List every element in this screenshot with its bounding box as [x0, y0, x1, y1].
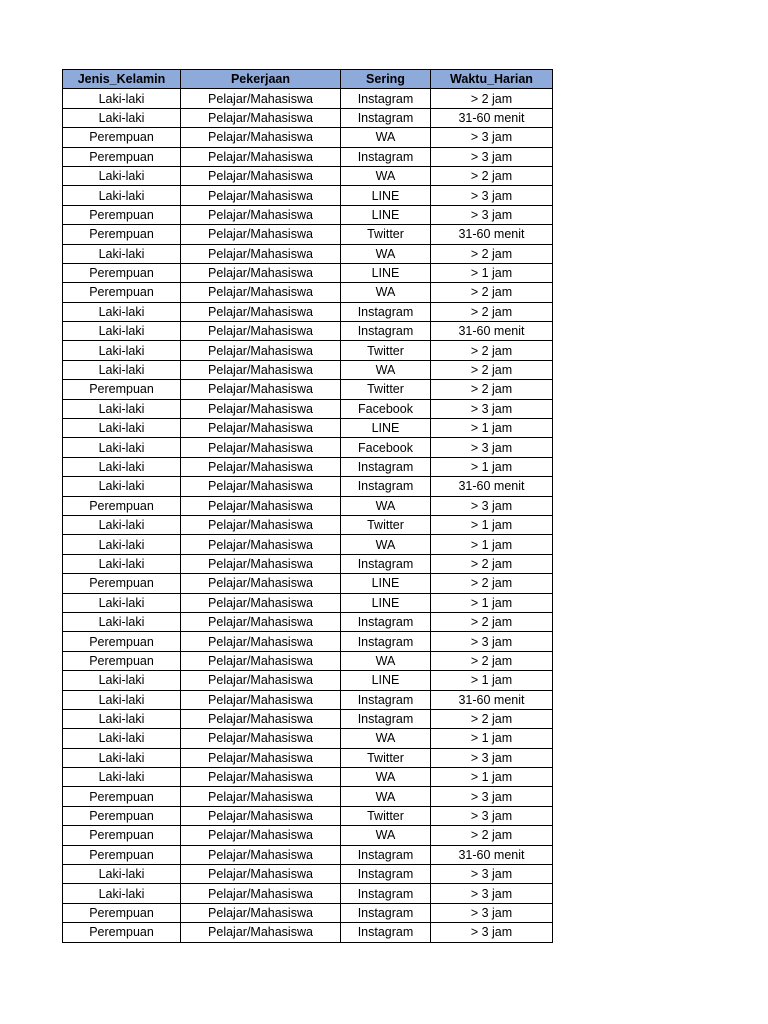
table-row [63, 826, 553, 845]
cell-sering: Facebook [341, 399, 431, 418]
cell-sering: Instagram [341, 147, 431, 166]
cell-pekerjaan: Pelajar/Mahasiswa [181, 748, 341, 767]
cell-pekerjaan: Pelajar/Mahasiswa [181, 729, 341, 748]
cell-waktu-harian: > 2 jam [431, 166, 553, 185]
cell-jenis-kelamin: Perempuan [63, 923, 181, 942]
cell-waktu-harian: > 1 jam [431, 768, 553, 787]
cell-waktu-harian: > 2 jam [431, 380, 553, 399]
cell-sering: WA [341, 651, 431, 670]
cell-jenis-kelamin: Perempuan [63, 263, 181, 282]
cell-sering: Instagram [341, 632, 431, 651]
table-row [63, 593, 553, 612]
cell-jenis-kelamin: Laki-laki [63, 554, 181, 573]
cell-pekerjaan: Pelajar/Mahasiswa [181, 865, 341, 884]
cell-sering: Twitter [341, 341, 431, 360]
cell-waktu-harian: > 1 jam [431, 419, 553, 438]
cell-jenis-kelamin: Laki-laki [63, 709, 181, 728]
cell-sering: Twitter [341, 748, 431, 767]
cell-waktu-harian: > 2 jam [431, 651, 553, 670]
table-row [63, 399, 553, 418]
cell-jenis-kelamin: Perempuan [63, 147, 181, 166]
cell-sering: Twitter [341, 380, 431, 399]
cell-pekerjaan: Pelajar/Mahasiswa [181, 651, 341, 670]
cell-waktu-harian: > 3 jam [431, 496, 553, 515]
cell-sering: WA [341, 768, 431, 787]
cell-jenis-kelamin: Perempuan [63, 574, 181, 593]
cell-waktu-harian: > 2 jam [431, 574, 553, 593]
cell-sering: Instagram [341, 302, 431, 321]
cell-pekerjaan: Pelajar/Mahasiswa [181, 380, 341, 399]
cell-jenis-kelamin: Perempuan [63, 787, 181, 806]
table-row [63, 205, 553, 224]
cell-sering: WA [341, 166, 431, 185]
cell-pekerjaan: Pelajar/Mahasiswa [181, 283, 341, 302]
table-row [63, 496, 553, 515]
cell-sering: LINE [341, 263, 431, 282]
cell-waktu-harian: 31-60 menit [431, 477, 553, 496]
table-row [63, 380, 553, 399]
table-row [63, 322, 553, 341]
table-row [63, 884, 553, 903]
cell-waktu-harian: > 2 jam [431, 826, 553, 845]
table-row [63, 419, 553, 438]
cell-jenis-kelamin: Perempuan [63, 496, 181, 515]
cell-waktu-harian: > 1 jam [431, 457, 553, 476]
cell-jenis-kelamin: Laki-laki [63, 865, 181, 884]
cell-jenis-kelamin: Laki-laki [63, 515, 181, 534]
cell-pekerjaan: Pelajar/Mahasiswa [181, 671, 341, 690]
cell-pekerjaan: Pelajar/Mahasiswa [181, 399, 341, 418]
cell-sering: WA [341, 360, 431, 379]
cell-waktu-harian: > 3 jam [431, 865, 553, 884]
cell-sering: Instagram [341, 865, 431, 884]
cell-waktu-harian: > 2 jam [431, 283, 553, 302]
cell-jenis-kelamin: Laki-laki [63, 768, 181, 787]
cell-sering: LINE [341, 671, 431, 690]
table-row [63, 632, 553, 651]
table-row [63, 244, 553, 263]
cell-pekerjaan: Pelajar/Mahasiswa [181, 128, 341, 147]
cell-jenis-kelamin: Laki-laki [63, 166, 181, 185]
cell-jenis-kelamin: Laki-laki [63, 612, 181, 631]
cell-waktu-harian: > 2 jam [431, 360, 553, 379]
cell-waktu-harian: > 2 jam [431, 612, 553, 631]
cell-waktu-harian: > 1 jam [431, 729, 553, 748]
table-row [63, 787, 553, 806]
cell-waktu-harian: > 3 jam [431, 128, 553, 147]
cell-pekerjaan: Pelajar/Mahasiswa [181, 768, 341, 787]
cell-jenis-kelamin: Laki-laki [63, 671, 181, 690]
cell-sering: Instagram [341, 89, 431, 108]
cell-sering: Twitter [341, 806, 431, 825]
cell-sering: LINE [341, 574, 431, 593]
cell-waktu-harian: 31-60 menit [431, 322, 553, 341]
cell-sering: Instagram [341, 322, 431, 341]
cell-pekerjaan: Pelajar/Mahasiswa [181, 225, 341, 244]
cell-jenis-kelamin: Laki-laki [63, 186, 181, 205]
cell-waktu-harian: > 3 jam [431, 399, 553, 418]
cell-waktu-harian: > 3 jam [431, 884, 553, 903]
cell-sering: Instagram [341, 845, 431, 864]
cell-sering: LINE [341, 419, 431, 438]
cell-pekerjaan: Pelajar/Mahasiswa [181, 477, 341, 496]
cell-pekerjaan: Pelajar/Mahasiswa [181, 496, 341, 515]
cell-pekerjaan: Pelajar/Mahasiswa [181, 593, 341, 612]
table-row [63, 748, 553, 767]
header-waktu-harian: Waktu_Harian [431, 70, 553, 89]
cell-jenis-kelamin: Perempuan [63, 806, 181, 825]
header-pekerjaan: Pekerjaan [181, 70, 341, 89]
cell-waktu-harian: 31-60 menit [431, 108, 553, 127]
cell-pekerjaan: Pelajar/Mahasiswa [181, 806, 341, 825]
header-sering: Sering [341, 70, 431, 89]
cell-waktu-harian: > 3 jam [431, 806, 553, 825]
cell-pekerjaan: Pelajar/Mahasiswa [181, 89, 341, 108]
cell-waktu-harian: > 1 jam [431, 515, 553, 534]
table-row [63, 283, 553, 302]
cell-pekerjaan: Pelajar/Mahasiswa [181, 419, 341, 438]
cell-jenis-kelamin: Laki-laki [63, 884, 181, 903]
table-row [63, 89, 553, 108]
cell-jenis-kelamin: Laki-laki [63, 535, 181, 554]
cell-jenis-kelamin: Laki-laki [63, 419, 181, 438]
cell-jenis-kelamin: Laki-laki [63, 729, 181, 748]
cell-sering: Facebook [341, 438, 431, 457]
table-row [63, 263, 553, 282]
cell-jenis-kelamin: Perempuan [63, 826, 181, 845]
cell-waktu-harian: > 2 jam [431, 89, 553, 108]
table-row [63, 166, 553, 185]
cell-jenis-kelamin: Perempuan [63, 225, 181, 244]
cell-jenis-kelamin: Laki-laki [63, 341, 181, 360]
cell-jenis-kelamin: Perempuan [63, 205, 181, 224]
cell-sering: Instagram [341, 884, 431, 903]
table-row [63, 535, 553, 554]
cell-waktu-harian: > 1 jam [431, 535, 553, 554]
table-row [63, 806, 553, 825]
cell-waktu-harian: 31-60 menit [431, 845, 553, 864]
cell-pekerjaan: Pelajar/Mahasiswa [181, 515, 341, 534]
cell-sering: WA [341, 283, 431, 302]
cell-jenis-kelamin: Laki-laki [63, 399, 181, 418]
cell-sering: Twitter [341, 515, 431, 534]
cell-sering: LINE [341, 593, 431, 612]
cell-sering: LINE [341, 205, 431, 224]
cell-waktu-harian: > 2 jam [431, 341, 553, 360]
table-row [63, 845, 553, 864]
cell-sering: WA [341, 787, 431, 806]
table-row [63, 128, 553, 147]
cell-pekerjaan: Pelajar/Mahasiswa [181, 205, 341, 224]
cell-sering: WA [341, 729, 431, 748]
table-row [63, 923, 553, 942]
cell-pekerjaan: Pelajar/Mahasiswa [181, 923, 341, 942]
cell-pekerjaan: Pelajar/Mahasiswa [181, 690, 341, 709]
cell-jenis-kelamin: Perempuan [63, 651, 181, 670]
cell-jenis-kelamin: Perempuan [63, 845, 181, 864]
table-row [63, 360, 553, 379]
cell-jenis-kelamin: Laki-laki [63, 322, 181, 341]
cell-pekerjaan: Pelajar/Mahasiswa [181, 535, 341, 554]
cell-jenis-kelamin: Laki-laki [63, 360, 181, 379]
table-row [63, 671, 553, 690]
cell-pekerjaan: Pelajar/Mahasiswa [181, 108, 341, 127]
table-row [63, 865, 553, 884]
cell-jenis-kelamin: Laki-laki [63, 457, 181, 476]
cell-jenis-kelamin: Laki-laki [63, 477, 181, 496]
table-row [63, 438, 553, 457]
cell-waktu-harian: > 2 jam [431, 302, 553, 321]
table-row [63, 574, 553, 593]
table-row [63, 709, 553, 728]
cell-waktu-harian: > 2 jam [431, 709, 553, 728]
cell-pekerjaan: Pelajar/Mahasiswa [181, 845, 341, 864]
cell-pekerjaan: Pelajar/Mahasiswa [181, 244, 341, 263]
cell-sering: Twitter [341, 225, 431, 244]
cell-pekerjaan: Pelajar/Mahasiswa [181, 341, 341, 360]
cell-jenis-kelamin: Laki-laki [63, 302, 181, 321]
table-row [63, 554, 553, 573]
table-row [63, 457, 553, 476]
cell-pekerjaan: Pelajar/Mahasiswa [181, 360, 341, 379]
cell-waktu-harian: 31-60 menit [431, 690, 553, 709]
cell-waktu-harian: > 3 jam [431, 438, 553, 457]
cell-jenis-kelamin: Laki-laki [63, 438, 181, 457]
cell-sering: Instagram [341, 554, 431, 573]
header-row [63, 70, 553, 89]
data-table [62, 69, 553, 943]
cell-sering: WA [341, 826, 431, 845]
cell-jenis-kelamin: Perempuan [63, 632, 181, 651]
cell-sering: Instagram [341, 457, 431, 476]
cell-pekerjaan: Pelajar/Mahasiswa [181, 903, 341, 922]
table-body [63, 89, 553, 942]
cell-sering: WA [341, 128, 431, 147]
table-row [63, 147, 553, 166]
cell-pekerjaan: Pelajar/Mahasiswa [181, 554, 341, 573]
cell-jenis-kelamin: Laki-laki [63, 89, 181, 108]
cell-pekerjaan: Pelajar/Mahasiswa [181, 884, 341, 903]
table-row [63, 729, 553, 748]
table-row [63, 903, 553, 922]
data-sheet [62, 69, 552, 943]
cell-pekerjaan: Pelajar/Mahasiswa [181, 186, 341, 205]
cell-jenis-kelamin: Laki-laki [63, 593, 181, 612]
cell-pekerjaan: Pelajar/Mahasiswa [181, 302, 341, 321]
cell-sering: WA [341, 496, 431, 515]
cell-jenis-kelamin: Laki-laki [63, 244, 181, 263]
cell-sering: Instagram [341, 903, 431, 922]
table-row [63, 186, 553, 205]
cell-waktu-harian: 31-60 menit [431, 225, 553, 244]
cell-pekerjaan: Pelajar/Mahasiswa [181, 709, 341, 728]
table-row [63, 108, 553, 127]
cell-jenis-kelamin: Laki-laki [63, 748, 181, 767]
cell-jenis-kelamin: Perempuan [63, 380, 181, 399]
cell-pekerjaan: Pelajar/Mahasiswa [181, 826, 341, 845]
table-row [63, 302, 553, 321]
table-row [63, 225, 553, 244]
cell-waktu-harian: > 3 jam [431, 787, 553, 806]
table-row [63, 612, 553, 631]
cell-pekerjaan: Pelajar/Mahasiswa [181, 457, 341, 476]
cell-pekerjaan: Pelajar/Mahasiswa [181, 263, 341, 282]
cell-sering: LINE [341, 186, 431, 205]
table-row [63, 341, 553, 360]
cell-waktu-harian: > 3 jam [431, 923, 553, 942]
table-row [63, 768, 553, 787]
cell-sering: WA [341, 244, 431, 263]
cell-waktu-harian: > 2 jam [431, 244, 553, 263]
cell-pekerjaan: Pelajar/Mahasiswa [181, 147, 341, 166]
cell-pekerjaan: Pelajar/Mahasiswa [181, 322, 341, 341]
header-jenis-kelamin: Jenis_Kelamin [63, 70, 181, 89]
cell-sering: WA [341, 535, 431, 554]
cell-jenis-kelamin: Laki-laki [63, 108, 181, 127]
table-row [63, 690, 553, 709]
cell-pekerjaan: Pelajar/Mahasiswa [181, 574, 341, 593]
cell-pekerjaan: Pelajar/Mahasiswa [181, 166, 341, 185]
table-row [63, 477, 553, 496]
cell-jenis-kelamin: Perempuan [63, 283, 181, 302]
cell-waktu-harian: > 3 jam [431, 903, 553, 922]
cell-sering: Instagram [341, 690, 431, 709]
cell-sering: Instagram [341, 923, 431, 942]
cell-sering: Instagram [341, 612, 431, 631]
cell-waktu-harian: > 2 jam [431, 554, 553, 573]
cell-waktu-harian: > 3 jam [431, 147, 553, 166]
table-row [63, 515, 553, 534]
cell-pekerjaan: Pelajar/Mahasiswa [181, 612, 341, 631]
cell-sering: Instagram [341, 709, 431, 728]
cell-waktu-harian: > 3 jam [431, 632, 553, 651]
cell-waktu-harian: > 1 jam [431, 263, 553, 282]
cell-sering: Instagram [341, 108, 431, 127]
cell-jenis-kelamin: Perempuan [63, 128, 181, 147]
cell-waktu-harian: > 3 jam [431, 186, 553, 205]
cell-jenis-kelamin: Perempuan [63, 903, 181, 922]
cell-waktu-harian: > 3 jam [431, 205, 553, 224]
cell-pekerjaan: Pelajar/Mahasiswa [181, 438, 341, 457]
table-row [63, 651, 553, 670]
cell-waktu-harian: > 3 jam [431, 748, 553, 767]
cell-pekerjaan: Pelajar/Mahasiswa [181, 632, 341, 651]
cell-sering: Instagram [341, 477, 431, 496]
cell-jenis-kelamin: Laki-laki [63, 690, 181, 709]
cell-pekerjaan: Pelajar/Mahasiswa [181, 787, 341, 806]
cell-waktu-harian: > 1 jam [431, 671, 553, 690]
cell-waktu-harian: > 1 jam [431, 593, 553, 612]
